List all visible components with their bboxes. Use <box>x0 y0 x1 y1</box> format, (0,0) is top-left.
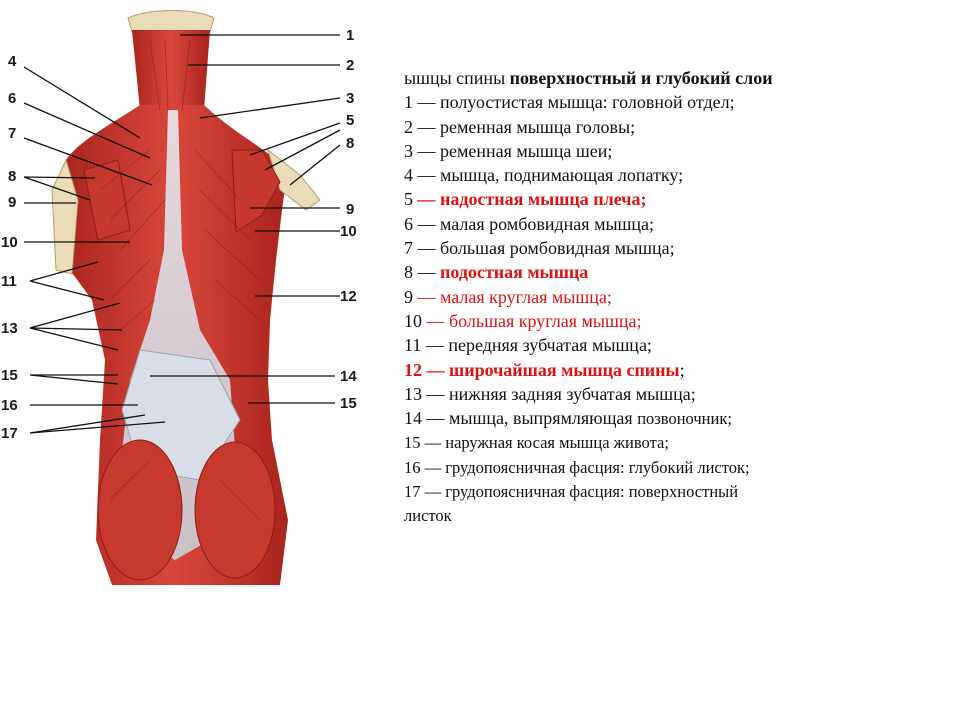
label-5: 5 <box>346 112 355 129</box>
legend-item-17-cont <box>404 504 854 528</box>
legend-item-6 <box>404 212 854 236</box>
legend-item-text: листок <box>404 506 452 526</box>
legend-item-no: 15 — <box>404 433 446 453</box>
label-14: 14 <box>340 368 357 385</box>
label-1: 1 <box>346 27 355 44</box>
legend-item-no: 14 — <box>404 408 449 429</box>
legend-item-no: 12 — широчайшая мышца спины <box>404 359 680 380</box>
legend-item-no: 1 — <box>404 92 440 113</box>
legend-title-prefix: ышцы спины <box>404 68 510 88</box>
legend-item-9 <box>404 285 854 309</box>
legend-item-text: — большая круглая мышца; <box>426 310 642 331</box>
label-12: 12 <box>340 288 357 305</box>
legend-item-no: 16 — <box>404 457 446 477</box>
legend-item-no: 11 — <box>404 335 449 356</box>
legend <box>404 66 854 529</box>
legend-item-4 <box>404 163 854 187</box>
legend-item-no: 7 — <box>404 238 440 259</box>
legend-item-text: ременная мышца головы; <box>440 116 636 137</box>
legend-item-no: 6 — <box>404 213 440 234</box>
legend-item-5 <box>404 187 854 211</box>
legend-item-no: 17 — <box>404 482 446 502</box>
legend-item-8 <box>404 260 854 284</box>
legend-item-text: мышца, выпрямляющая <box>449 408 638 429</box>
legend-item-no: 9 <box>404 286 418 307</box>
label-17: 17 <box>1 425 18 442</box>
label-8-left: 8 <box>8 168 17 185</box>
legend-item-11 <box>404 333 854 357</box>
legend-item-13 <box>404 382 854 406</box>
label-15-right: 15 <box>340 395 357 412</box>
legend-item-17 <box>404 480 854 504</box>
label-10-left: 10 <box>1 234 18 251</box>
label-16: 16 <box>1 397 18 414</box>
legend-item-no: 13 — <box>404 383 449 404</box>
legend-item-no: 5 <box>404 189 418 210</box>
legend-item-no: 2 — <box>404 116 440 137</box>
legend-item-text: передняя зубчатая мышца; <box>448 335 652 356</box>
legend-item-text: нижняя задняя зубчатая мышца; <box>449 383 696 404</box>
legend-item-text: наружная косая мышца живота; <box>445 433 669 453</box>
legend-item-text: малая ромбовидная мышца; <box>440 213 655 234</box>
label-6: 6 <box>8 90 17 107</box>
gluteal-right <box>195 442 275 578</box>
neck-muscles <box>132 30 210 110</box>
legend-item-text-extra: позвоночник; <box>637 409 732 429</box>
legend-item-15 <box>404 431 854 455</box>
legend-item-text: — малая круглая мышца; <box>417 286 612 307</box>
label-8-right: 8 <box>346 135 355 152</box>
legend-item-text: полуостистая мышца: головной отдел; <box>440 92 735 113</box>
legend-item-7 <box>404 236 854 260</box>
legend-item-text: мышца, поднимающая лопатку; <box>440 165 684 186</box>
legend-item-no: 4 — <box>404 165 440 186</box>
legend-title <box>404 66 854 90</box>
legend-item-text: подостная мышца <box>440 262 589 283</box>
legend-item-16 <box>404 456 854 480</box>
label-2: 2 <box>346 57 355 74</box>
legend-item-no: 8 — <box>404 262 440 283</box>
back-muscles-illustration <box>0 0 400 600</box>
label-15-left: 15 <box>1 367 18 384</box>
label-11: 11 <box>1 273 17 290</box>
label-4: 4 <box>8 53 17 70</box>
label-9-right: 9 <box>346 201 355 218</box>
legend-item-text: ; <box>679 359 685 380</box>
label-13: 13 <box>1 320 18 337</box>
legend-item-text: — надостная мышца плеча; <box>417 189 647 210</box>
legend-item-10 <box>404 309 854 333</box>
legend-item-text: грудопоясничная фасция: глубокий листок; <box>445 457 750 477</box>
label-3: 3 <box>346 90 355 107</box>
legend-item-14 <box>404 406 854 431</box>
label-7: 7 <box>8 125 17 142</box>
legend-item-1 <box>404 90 854 114</box>
gluteal-left <box>98 440 182 580</box>
legend-item-12 <box>404 358 854 382</box>
skull <box>128 11 214 33</box>
legend-item-3 <box>404 139 854 163</box>
legend-item-text: грудопоясничная фасция: поверхностный <box>445 482 739 502</box>
legend-item-2 <box>404 115 854 139</box>
legend-item-text: большая ромбовидная мышца; <box>440 238 675 259</box>
legend-title-bold: поверхностный и глубокий слои <box>509 68 773 88</box>
label-9-left: 9 <box>8 194 17 211</box>
label-10-right: 10 <box>340 223 357 240</box>
legend-item-no: 3 — <box>404 140 440 161</box>
legend-item-no: 10 <box>404 310 427 331</box>
legend-item-text: ременная мышца шеи; <box>440 140 613 161</box>
